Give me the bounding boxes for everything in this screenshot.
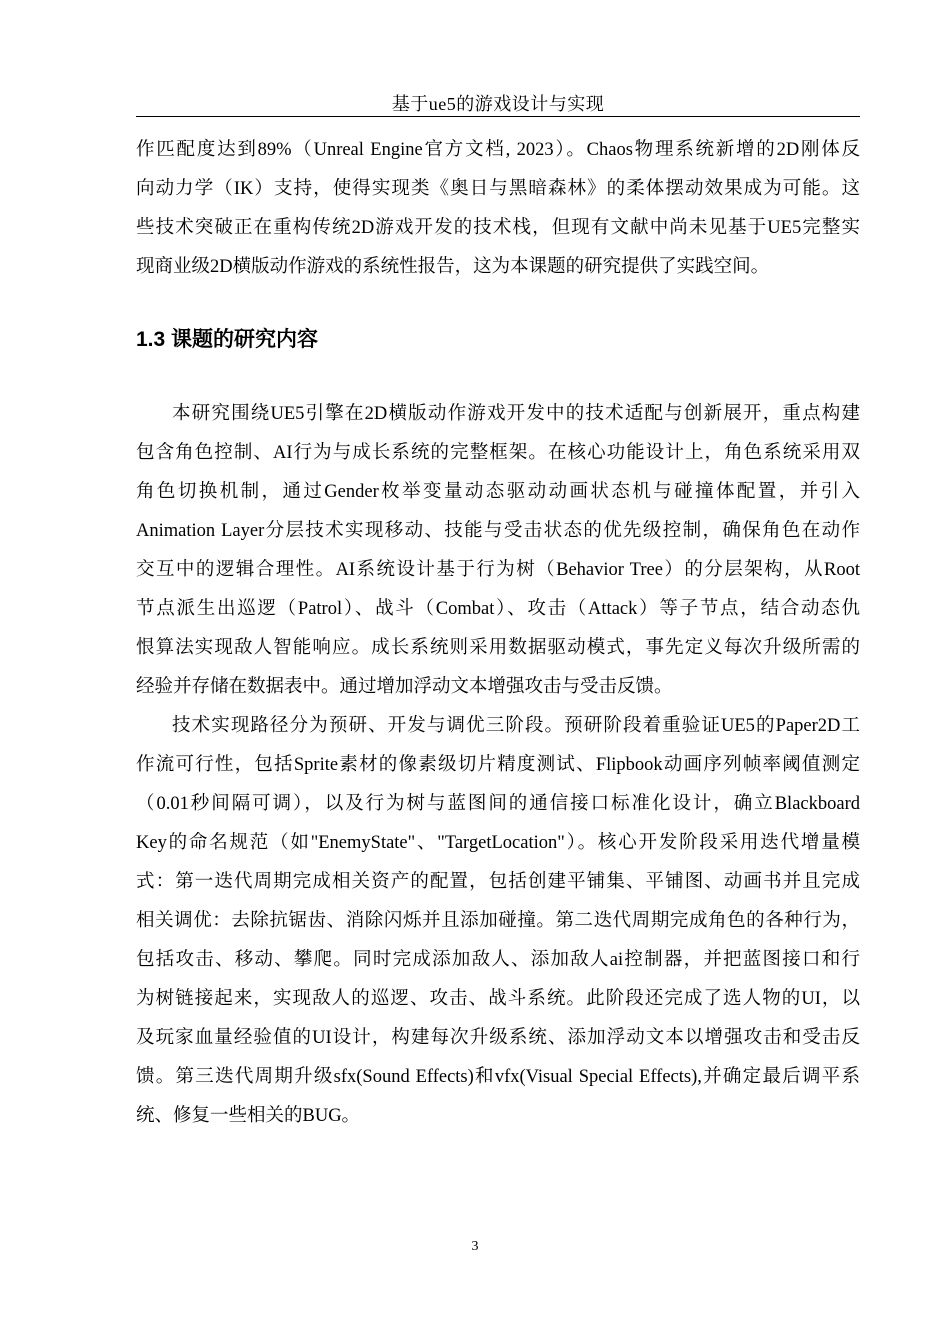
body-text-line: 交互中的逻辑合理性。AI系统设计基于行为树（Behavior Tree）的分层架构，从Root [136,560,860,580]
body-text-line: 本研究围绕UE5引擎在2D横版动作游戏开发中的技术适配与创新展开，重点构建 [172,404,860,424]
body-text-line: Animation Layer分层技术实现移动、技能与受击状态的优先级控制，确保角色在动作 [136,521,860,541]
body-text-line: 式：第一迭代周期完成相关资产的配置，包括创建平铺集、平铺图、动画书并且完成 [136,872,860,892]
page-number: 3 [471,1239,479,1254]
body-text-line: 统、修复一些相关的BUG。 [136,1106,361,1126]
body-text-line: 作匹配度达到89%（Unreal Engine官方文档, 2023）。Chaos物理系统新增的2D刚体反 [136,140,860,160]
body-text-line: 现商业级2D横版动作游戏的系统性报告，这为本课题的研究提供了实践空间。 [136,257,770,277]
body-text-line: 包括攻击、移动、攀爬。同时完成添加敌人、添加敌人ai控制器，并把蓝图接口和行 [136,950,860,970]
body-text-line: 为树链接起来，实现敌人的巡逻、攻击、战斗系统。此阶段还完成了选人物的UI，以 [136,989,860,1009]
body-text-line: 角色切换机制，通过Gender枚举变量动态驱动动画状态机与碰撞体配置，并引入 [136,482,860,502]
section-heading: 1.3 课题的研究内容 [136,328,319,351]
body-text-line: Key的命名规范（如"EnemyState"、"TargetLocation"）。核心开发阶段采用迭代增量模 [136,833,860,853]
body-text-line: 作流可行性，包括Sprite素材的像素级切片精度测试、Flipbook动画序列帧率阈值测定 [136,755,860,775]
body-text-line: 节点派生出巡逻（Patrol）、战斗（Combat）、攻击（Attack）等子节点，结合动态仇 [136,599,860,619]
body-text-line: 馈。第三迭代周期升级sfx(Sound Effects)和vfx(Visual Special Effects),并确定最后调平系 [136,1067,860,1087]
body-text-line: 经验并存储在数据表中。通过增加浮动文本增强攻击与受击反馈。 [136,677,673,697]
body-text-line: 向动力学（IK）支持，使得实现类《奥日与黑暗森林》的柔体摆动效果成为可能。这 [136,179,860,199]
body-text-line: 相关调优：去除抗锯齿、消除闪烁并且添加碰撞。第二迭代周期完成角色的各种行为， [136,911,860,931]
body-text-line: 及玩家血量经验值的UI设计，构建每次升级系统、添加浮动文本以增强攻击和受击反 [136,1028,860,1048]
body-text-line: 恨算法实现敌人智能响应。成长系统则采用数据驱动模式，事先定义每次升级所需的 [136,638,860,658]
header-divider [136,116,860,117]
body-text-line: （0.01秒间隔可调），以及行为树与蓝图间的通信接口标准化设计，确立Blackboard [136,794,860,814]
body-text-line: 包含角色控制、AI行为与成长系统的完整框架。在核心功能设计上，角色系统采用双 [136,443,860,463]
body-text-line: 些技术突破正在重构传统2D游戏开发的技术栈，但现有文献中尚未见基于UE5完整实 [136,218,860,238]
body-text-line: 技术实现路径分为预研、开发与调优三阶段。预研阶段着重验证UE5的Paper2D工 [172,716,860,736]
running-header: 基于ue5的游戏设计与实现 [391,94,605,114]
